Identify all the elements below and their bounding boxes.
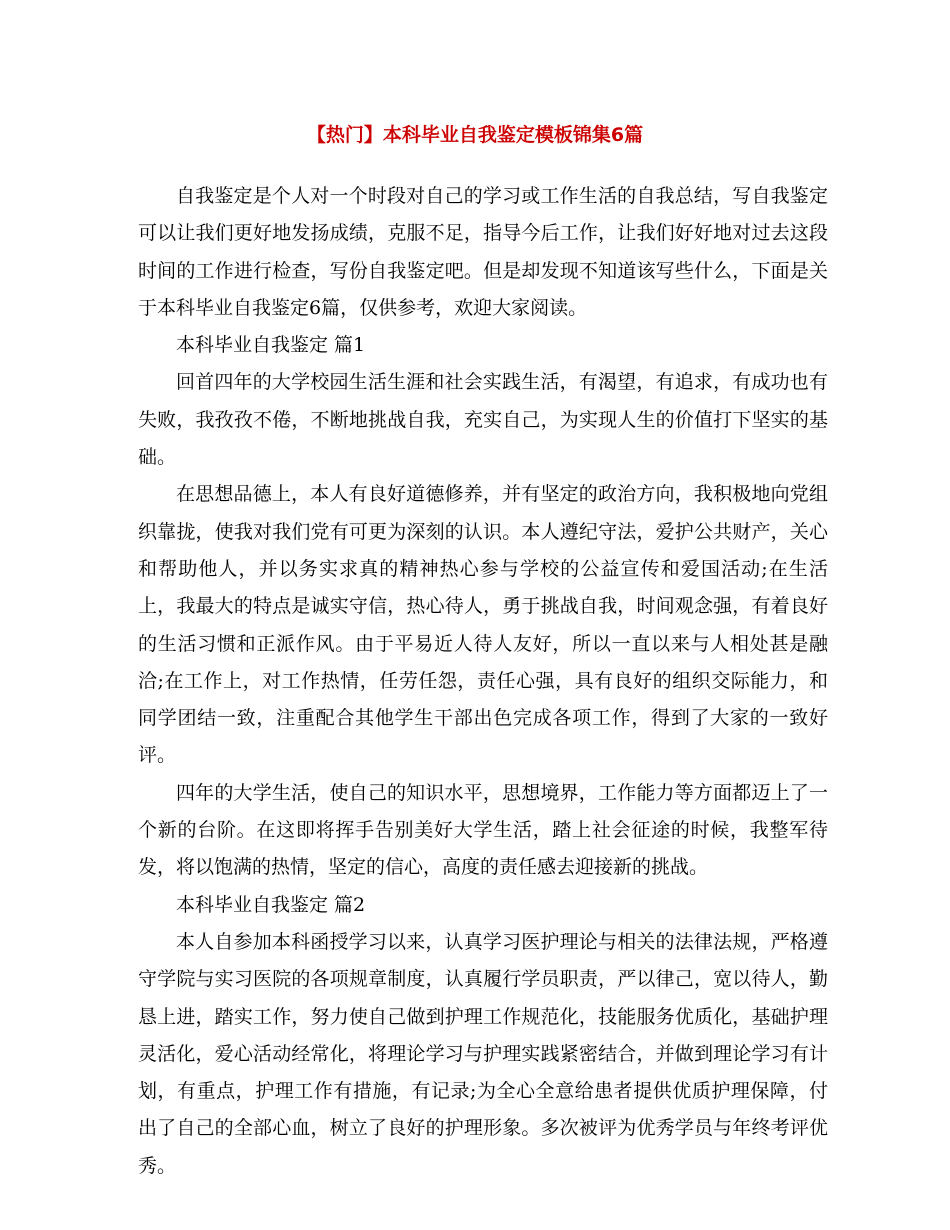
body-paragraph: 本人自参加本科函授学习以来，认真学习医护理论与相关的法律法规，严格遵守学院与实习医院的各项规章制度，认真履行学员职责，严以律己，宽以待人，勤恳上进，踏实工作，努力使自己做到护理工作规范化，技能服务优质化，基础护理灵活化，爱心活动经常化，将理论学习与护理实践紧密结合，并做到理论学习有计划，有重点，护理工作有措施，有记录;为全心全意给患者提供优质护理保障，付出了自己的全部心血，树立了良好的护理形象。多次被评为优秀学员与年终考评优秀。 (138, 930, 828, 1177)
body-paragraph: 回首四年的大学校园生活生涯和社会实践生活，有渴望，有追求，有成功也有失败，我孜孜不倦，不断地挑战自我，充实自己，为实现人生的价值打下坚实的基础。 (138, 371, 828, 469)
intro-paragraph: 自我鉴定是个人对一个时段对自己的学习或工作生活的自我总结，写自我鉴定可以让我们更好地发扬成绩，克服不足，指导今后工作，让我们好好地对过去这段时间的工作进行检查，写份自我鉴定吧。但是却发现不知道该写些什么，下面是关于本科毕业自我鉴定6篇，仅供参考，欢迎大家阅读。 (138, 185, 828, 319)
document-title: 【热门】本科毕业自我鉴定模板锦集6篇 (306, 124, 644, 146)
body-paragraph: 在思想品德上，本人有良好道德修养，并有坚定的政治方向，我积极地向党组织靠拢，使我对我们党有可更为深刻的认识。本人遵纪守法，爱护公共财产，关心和帮助他人，并以务实求真的精神热心参与学校的公益宣传和爱国活动;在生活上，我最大的特点是诚实守信，热心待人，勇于挑战自我，时间观念强，有着良好的生活习惯和正派作风。由于平易近人待人友好，所以一直以来与人相处甚是融洽;在工作上，对工作热情，任劳任怨，责任心强，具有良好的组织交际能力，和同学团结一致，注重配合其他学生干部出色完成各项工作，得到了大家的一致好评。 (138, 483, 828, 767)
body-paragraph: 四年的大学生活，使自己的知识水平，思想境界，工作能力等方面都迈上了一个新的台阶。在这即将挥手告别美好大学生活，踏上社会征途的时候，我整军待发，将以饱满的热情，坚定的信心，高度的责任感去迎接新的挑战。 (138, 781, 828, 879)
document-body (138, 178, 828, 1185)
section-heading-1: 本科毕业自我鉴定 篇1 (176, 334, 366, 357)
section-heading-2: 本科毕业自我鉴定 篇2 (176, 893, 366, 916)
